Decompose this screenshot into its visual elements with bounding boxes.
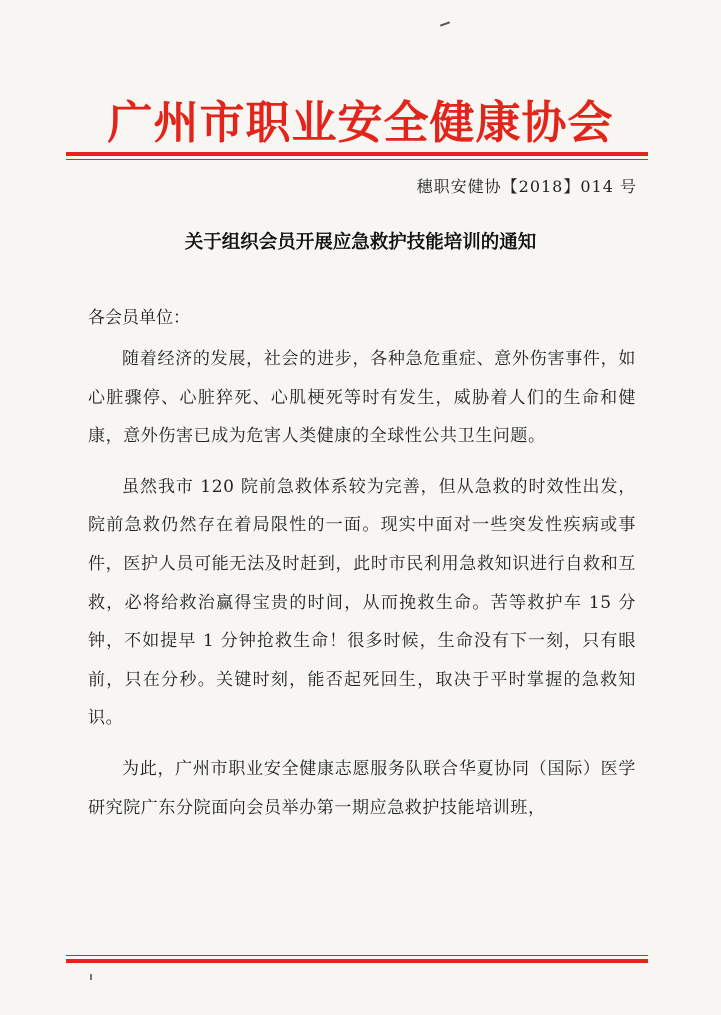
footer-red-rule [66, 955, 648, 963]
scan-mark-bottom [90, 974, 92, 980]
salutation: 各会员单位： [88, 308, 190, 328]
organization-letterhead: 广州市职业安全健康协会 [107, 96, 614, 149]
notice-title: 关于组织会员开展应急救护技能培训的通知 [184, 232, 537, 253]
body-paragraph-3: 为此，广州市职业安全健康志愿服务队联合华夏协同（国际）医学研究院广东分院面向会员举办第一期应急救护技能培训班， [88, 758, 636, 818]
document-number: 穗职安健协【2018】014 号 [416, 177, 637, 196]
letterhead-red-rule [66, 152, 648, 160]
scan-mark [440, 21, 450, 26]
body-paragraph-1: 随着经济的发展，社会的进步，各种急危重症、意外伤害事件，如心脏骤停、心脏猝死、心肌梗死等时有发生，威胁着人们的生命和健康，意外伤害已成为危害人类健康的全球性公共卫生问题。 [88, 349, 636, 447]
notice-body [88, 340, 636, 827]
body-paragraph-2: 虽然我市 120 院前急救体系较为完善，但从急救的时效性出发，院前急救仍然存在着局限性的一面。现实中面对一些突发性疾病或事件，医护人员可能无法及时赶到，此时市民利用急救知识进行自救和互救，必将给救治赢得宝贵的时间，从而挽救生命。苦等救护车 15 分钟，不如提早 1 分钟抢救生命！很多时候，生命没有下一刻，只有眼前，只在分秒。关键时刻，能否起死回生，取决于平时掌握的急救知识。 [88, 476, 636, 729]
